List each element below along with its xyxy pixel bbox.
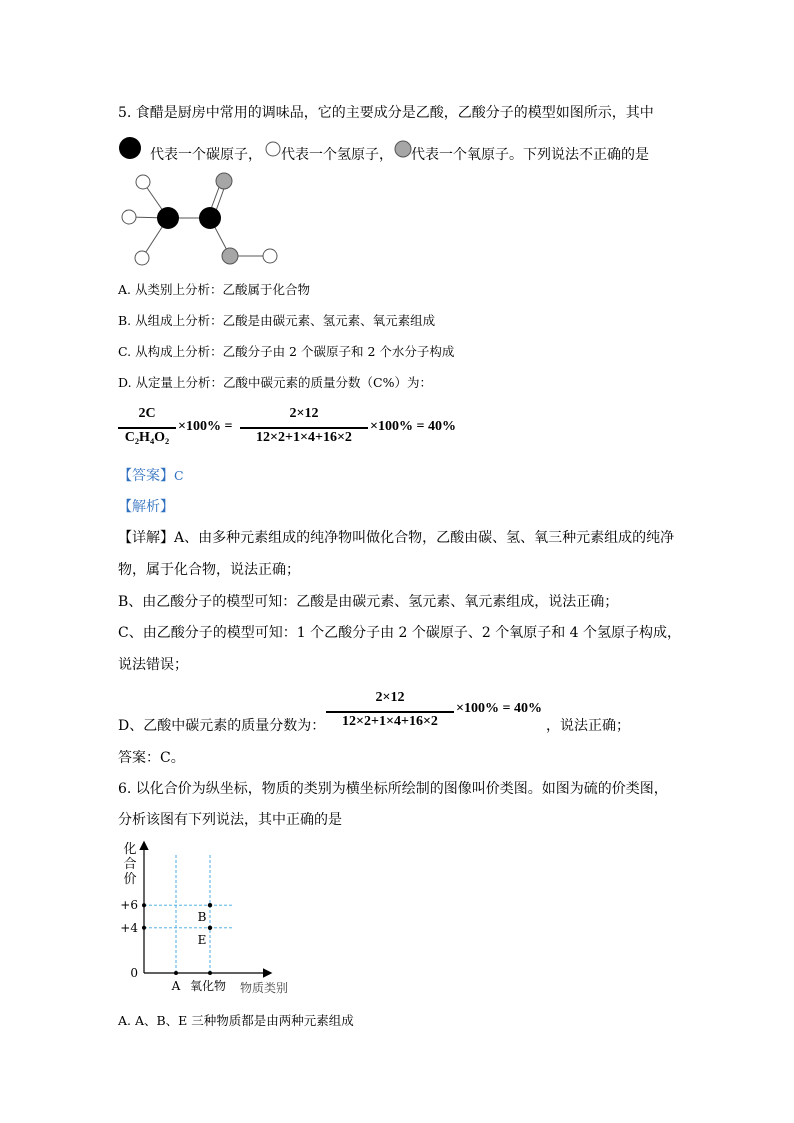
- data-point-label: B: [197, 910, 207, 925]
- formula-result: ×100% = 40%: [370, 419, 456, 434]
- q5-stem-line1: 5. 食醋是厨房中常用的调味品，它的主要成分是乙酸，乙酸分子的模型如图所示，其中: [118, 105, 654, 121]
- sulfur-valence-chart: [110, 835, 310, 1000]
- formula2-numerator: 2×12: [375, 690, 405, 705]
- data-point: [208, 926, 212, 930]
- formula-numerator: 2C: [138, 406, 156, 421]
- y-tick-dot: [142, 926, 146, 930]
- q5-option-d: D. 从定量上分析：乙酸中碳元素的质量分数（C%）为：: [118, 375, 432, 390]
- detail-line1: 【详解】A、由多种元素组成的纯净物叫做化合物，乙酸由碳、氢、氧三种元素组成的纯净: [118, 530, 675, 546]
- y-axis-label-char: 化: [123, 842, 137, 857]
- q5-option-c: C. 从构成上分析：乙酸分子由 2 个碳原子和 2 个水分子构成: [118, 344, 455, 359]
- formula-denominator-2: 12×2+1×4+16×2: [256, 430, 352, 445]
- detail-d-suffix: ，说法正确；: [546, 718, 630, 734]
- y-tick-dot: [142, 903, 146, 907]
- formula2-denominator: 12×2+1×4+16×2: [342, 714, 438, 729]
- data-point-label: E: [197, 932, 207, 947]
- detail-line2: 物，属于化合物，说法正确；: [118, 562, 300, 578]
- data-point: [208, 903, 212, 907]
- detail-c2: 说法错误；: [118, 657, 188, 673]
- oxygen-atom: [216, 173, 232, 189]
- hydrogen-atom: [136, 175, 150, 189]
- hydrogen-atom: [135, 251, 149, 265]
- y-tick-label: 0: [130, 966, 138, 980]
- y-tick-label: +6: [120, 898, 138, 913]
- q6-option-a: A. A、B、E 三种物质都是由两种元素组成: [118, 1013, 354, 1028]
- x-tick-dot: [174, 971, 178, 975]
- carbon-atom-icon: [118, 136, 148, 162]
- oxygen-atom: [222, 248, 238, 264]
- grid-lines: [144, 855, 232, 973]
- q6-stem-line1: 6. 以化合价为纵坐标，物质的类别为横坐标所绘制的图像叫价类图。如图为硫的价类图，: [118, 781, 668, 797]
- legend-carbon: 代表一个碳原子，: [150, 147, 262, 163]
- y-tick-label: +4: [120, 920, 138, 935]
- detail-b: B、由乙酸分子的模型可知：乙酸是由碳元素、氢元素、氧元素组成，说法正确；: [118, 594, 619, 610]
- q5-option-b: B. 从组成上分析：乙酸是由碳元素、氢元素、氧元素组成: [118, 313, 436, 328]
- hydrogen-atom: [263, 249, 277, 263]
- legend-oxygen: 代表一个氧原子。下列说法不正确的是: [411, 147, 649, 163]
- acetic-acid-molecule-model: [115, 168, 285, 270]
- formula2-result: ×100% = 40%: [456, 701, 542, 716]
- y-axis-label-char: 合: [123, 857, 137, 872]
- detail-c1: C、由乙酸分子的模型可知：1 个乙酸分子由 2 个碳原子、2 个氧原子和 4 个氢原子构成，: [118, 625, 682, 641]
- formula-denominator: C₂H₄O₂: [124, 430, 170, 445]
- analysis-label: 【解析】: [118, 499, 174, 515]
- carbon-atom: [199, 207, 221, 229]
- detail-d-prefix: D、乙酸中碳元素的质量分数为：: [118, 718, 326, 734]
- y-axis-label-char: 价: [123, 872, 137, 887]
- x-tick-label: A: [171, 979, 181, 993]
- x-axis-label: 物质类别: [240, 981, 289, 995]
- x-tick-dot: [208, 971, 212, 975]
- x-tick-label: 氧化物: [190, 979, 227, 993]
- answer-value: C: [174, 468, 184, 483]
- answer-label: 【答案】: [118, 468, 174, 484]
- q6-stem-line2: 分析该图有下列说法，其中正确的是: [118, 812, 342, 828]
- formula-mid: ×100% =: [178, 419, 233, 434]
- legend-hydrogen: 代表一个氢原子，: [281, 147, 393, 163]
- formula-numerator-2: 2×12: [289, 406, 319, 421]
- carbon-atom: [157, 207, 179, 229]
- q5-option-a: A. 从类别上分析：乙酸属于化合物: [118, 282, 310, 297]
- hydrogen-atom: [122, 210, 136, 224]
- final-answer: 答案：C。: [118, 750, 185, 766]
- answer-row: [118, 466, 184, 486]
